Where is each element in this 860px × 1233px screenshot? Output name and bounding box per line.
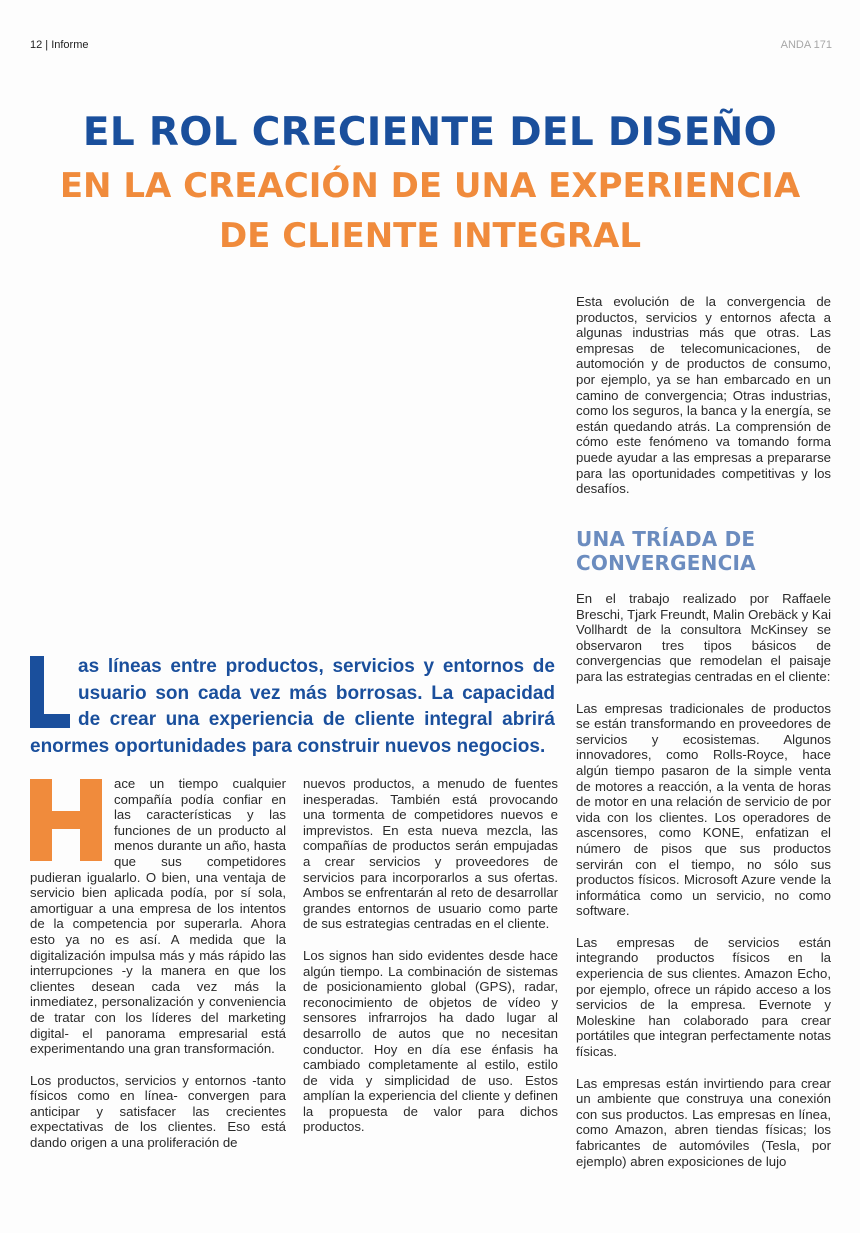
section-subheading: UNA TRÍADA DE CONVERGENCIA <box>576 527 756 575</box>
title-line-2: EN LA CREACIÓN DE UNA EXPERIENCIA <box>59 166 801 206</box>
paragraph: Los signos han sido evidentes desde hace algún tiempo. La combinación de sistemas de posicionamiento global (GPS), radar, reconocimiento de objetos de vídeo y sensores infrarrojos ha dado lugar al desarrollo de autos que no necesitan conductor. Hoy en día ese énfasis ha cambiado completamente al estilo, estilo de vida y simplicidad de uso. Estos amplían la experiencia del cliente y definen la propuesta de valor para dichos productos. <box>303 947 558 1135</box>
paragraph: nuevos productos, a menudo de fuentes inesperadas. También está provocando una tormenta de competidores nuevos e imprevistos. En esta nueva mezcla, las compañías de productos serán empujadas a crear servicios y proveedores de servicios para incorporarlos a sus ofertas. Ambos se enfrentarán al reto de desarrollar grandes entornos de usuario como parte de sus estrategias centradas en el cliente. <box>303 776 558 932</box>
paragraph: En el trabajo realizado por Raffaele Breschi, Tjark Freundt, Malin Orebäck y Kai Vollhardt de la consultora McKinsey se observaron tres tipos básicos de convergencias que remodelan el paisaje para las estrategias centradas en el cliente: <box>576 591 831 684</box>
dropcap-l <box>30 656 70 728</box>
middle-column <box>303 776 558 1135</box>
paragraph: Los productos, servicios y entornos -tanto físicos como en línea- convergen para anticipar y satisfacer las crecientes expectativas de los clientes. Eso está dando origen a una proliferación de <box>30 1072 286 1151</box>
right-column-body <box>576 591 831 1169</box>
left-column <box>30 776 286 1151</box>
paragraph <box>30 776 286 1057</box>
paragraph: Esta evolución de la convergencia de productos, servicios y entornos afecta a algunas industrias más que otras. Las empresas de telecomunicaciones, de automoción y de productos de consumo, por ejemplo, ya se han embarcado en un camino de convergencia; Otras industrias, como los seguros, la banca y la energía, se están quedando atrás. La comprensión de cómo este fenómeno va tomando forma puede ayudar a las empresas a prepararse para las oportunidades competitivas y los desafíos. <box>576 294 831 497</box>
page-header-issue: ANDA 171 <box>780 39 832 51</box>
dropcap-h <box>30 779 102 861</box>
paragraph-text: ace un tiempo cualquier compañía podía confiar en las características y las funciones de un producto al menos durante un año, hasta que sus competidores pudieran igualarlo. O bien, una ventaja de servicio bien aplicada podía, por sí sola, amortiguar a una empresa de los intentos de la competencia por superarla. Ahora esto ya no es así. A medida que la digitalización impulsa más y más rápido las interrupciones -y la manera en que los clientes desean cada vez más la inmediatez, personalización y conveniencia de tratar con los líderes del marketing digital- el panorama empresarial está experimentando una gran transformación. <box>30 776 286 1057</box>
lead-paragraph <box>30 654 555 760</box>
lead-text: as líneas entre productos, servicios y entornos de usuario son cada vez más borrosas. La capacidad de crear una experiencia de cliente integral abrirá enormes oportunidades para construir nuevos negocios. <box>30 656 555 757</box>
title-line-3: DE CLIENTE INTEGRAL <box>218 216 642 256</box>
page-header-section: 12 | Informe <box>30 39 89 51</box>
right-column-intro <box>576 294 831 497</box>
paragraph: Las empresas tradicionales de productos se están transformando en proveedores de servicios y ecosistemas. Algunos innovadores, como Rolls-Royce, hace algún tiempo pasaron de la simple venta de motores a reacción, a la venta de horas de motor en una relación de servicio de por vida con los clientes. Los operadores de ascensores, como KONE, enfatizan el número de pisos que sus productos servirán con el tiempo, no sólo sus productos físicos. Microsoft Azure vende la informática como un servicio, no como software. <box>576 700 831 919</box>
title-line-1: EL ROL CRECIENTE DEL DISEÑO <box>82 110 778 155</box>
article-title <box>0 105 860 261</box>
paragraph: Las empresas están invirtiendo para crear un ambiente que construya una conexión con sus productos. Las empresas en línea, como Amazon, abren tiendas físicas; los fabricantes de automóviles (Tesla, por ejemplo) abren exposiciones de lujo <box>576 1075 831 1169</box>
paragraph: Las empresas de servicios están integrando productos físicos en la experiencia de sus clientes. Amazon Echo, por ejemplo, ofrece un rápido acceso a los servicios de la empresa. Evernote y Moleskine han colaborado para crear portátiles que integran perfectamente notas físicas. <box>576 934 831 1060</box>
